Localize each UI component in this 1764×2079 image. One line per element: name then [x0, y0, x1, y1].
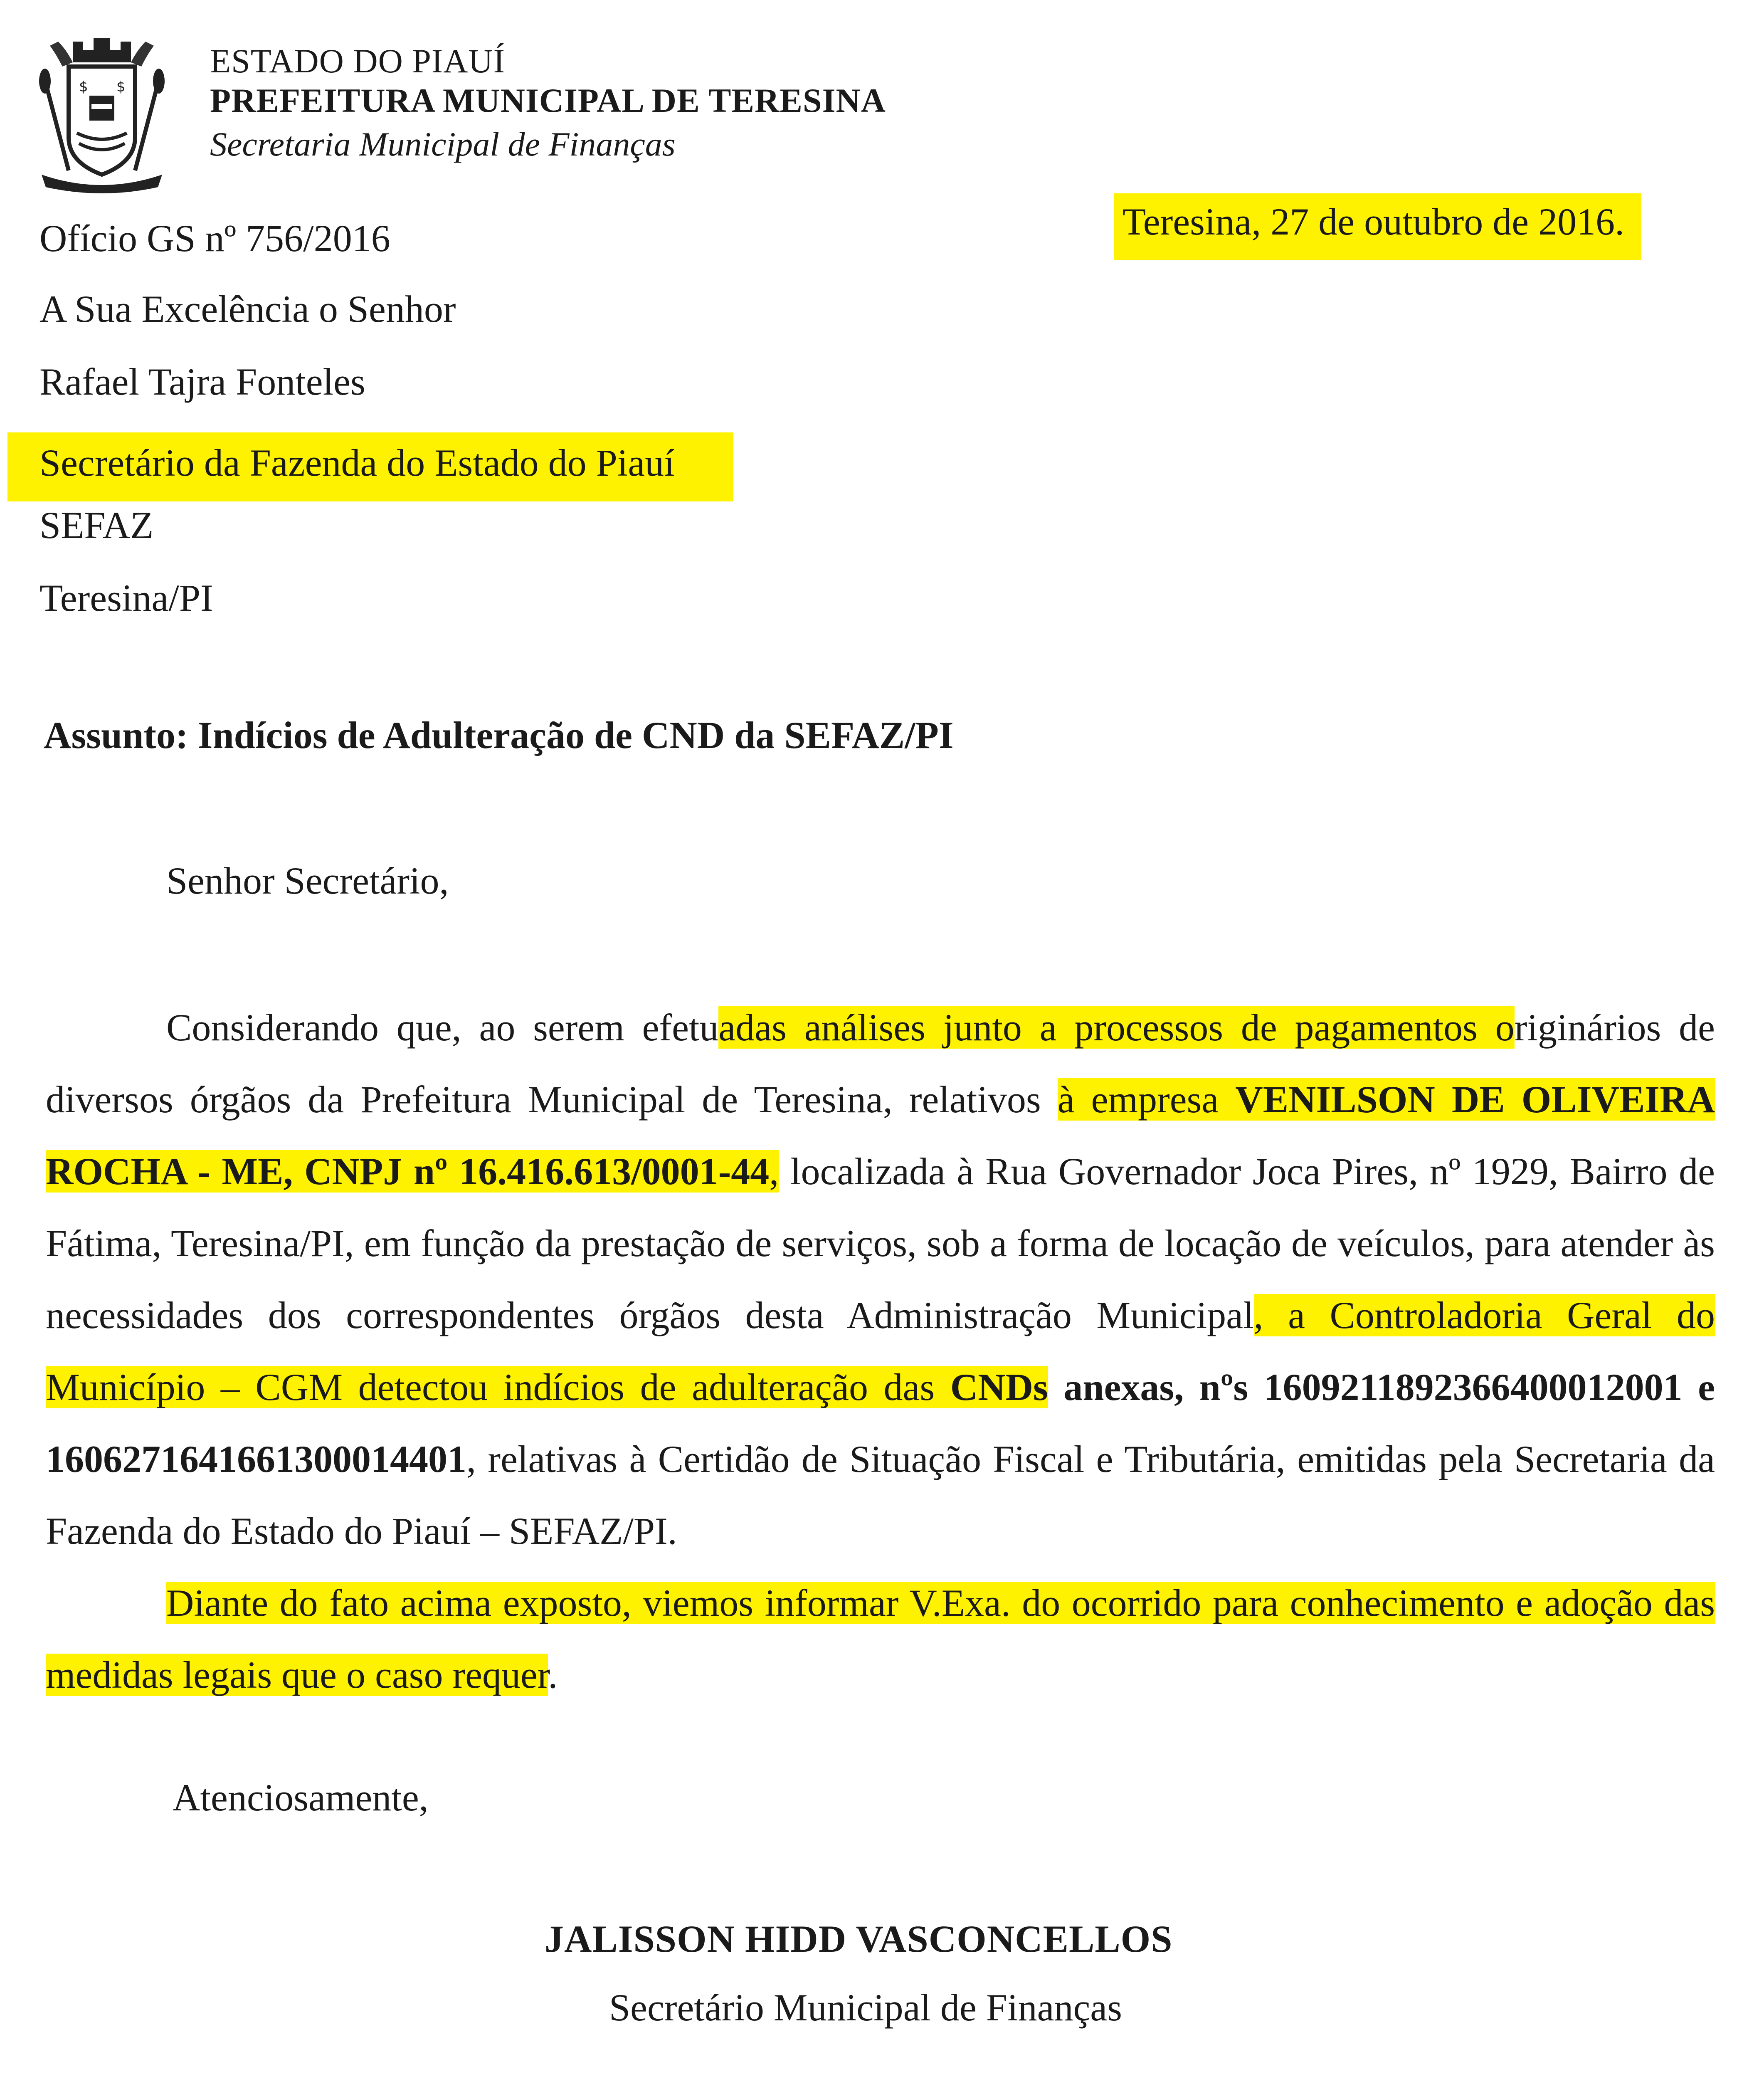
p1-highlight-3a: , a Controladoria Geral do Município – CGM detectou indícios de adulteração das — [46, 1294, 1715, 1408]
header-secretariat: Secretaria Municipal de Finanças — [210, 125, 676, 163]
p1-highlight-2a: à empresa — [1057, 1078, 1236, 1121]
recipient-name: Rafael Tajra Fonteles — [39, 360, 365, 403]
letter-closing: Atenciosamente, — [173, 1776, 429, 1819]
recipient-title: Secretário da Fazenda do Estado do Piauí — [7, 432, 733, 501]
p1-text-3: localizada à Rua Governador Joca Pires, nº 1929, Bairro de Fátima, Teresina/PI, em função da prestação de serviços, sob a forma de locação de veículos, para atender às necessidades dos correspondentes órgãos desta Administração Municipal — [46, 1150, 1715, 1336]
recipient-city: Teresina/PI — [39, 577, 213, 619]
company-name-cnpj: VENILSON DE OLIVEIRA ROCHA - ME, CNPJ nº 16.416.613/0001-44 — [46, 1078, 1715, 1193]
signer-name: JALISSON HIDD VASCONCELLOS — [545, 1918, 1173, 1960]
letter-subject: Assunto: Indícios de Adulteração de CND da SEFAZ/PI — [44, 714, 954, 756]
p2-highlight: Diante do fato acima exposto, viemos informar V.Exa. do ocorrido para conhecimento e adoção das medidas legais que o caso requer — [46, 1582, 1715, 1696]
recipient-agency: SEFAZ — [39, 504, 154, 546]
recipient-salutation-line: A Sua Excelência o Senhor — [39, 288, 456, 330]
p2-text: . — [548, 1654, 558, 1696]
svg-text:$: $ — [116, 79, 126, 95]
svg-text:$: $ — [79, 79, 88, 95]
letter-body — [46, 992, 1715, 1711]
p1-text-2: riginários de diversos órgãos da Prefeitura Municipal de Teresina, relativos — [46, 1006, 1715, 1121]
p1-highlight-1: adas análises junto a processos de pagamentos o — [718, 1006, 1515, 1049]
header-prefecture: PREFEITURA MUNICIPAL DE TERESINA — [210, 81, 886, 119]
cnd-numbers: anexas, nºs 1609211892366400012001 e 1606271641661300014401 — [46, 1366, 1715, 1480]
letter-salutation: Senhor Secretário, — [166, 859, 449, 902]
p1-text-1: Considerando que, ao serem efetu — [166, 1006, 719, 1049]
p1-text-4: , relativas à Certidão de Situação Fiscal e Tributária, emitidas pela Secretaria da Fazenda do Estado do Piauí – SEFAZ/PI. — [46, 1438, 1715, 1552]
office-number: Ofício GS nº 756/2016 — [39, 217, 390, 259]
p1-highlight-2c: , — [769, 1150, 779, 1193]
signer-title: Secretário Municipal de Finanças — [609, 1986, 1122, 2029]
letter-date: Teresina, 27 de outubro de 2016. — [1114, 193, 1641, 260]
p1-highlight-cnds: CNDs — [950, 1366, 1048, 1408]
municipal-crest-logo — [33, 33, 170, 195]
header-state: ESTADO DO PIAUÍ — [210, 42, 505, 80]
body-paragraph-1 — [46, 992, 1715, 1567]
body-paragraph-2 — [46, 1567, 1715, 1711]
